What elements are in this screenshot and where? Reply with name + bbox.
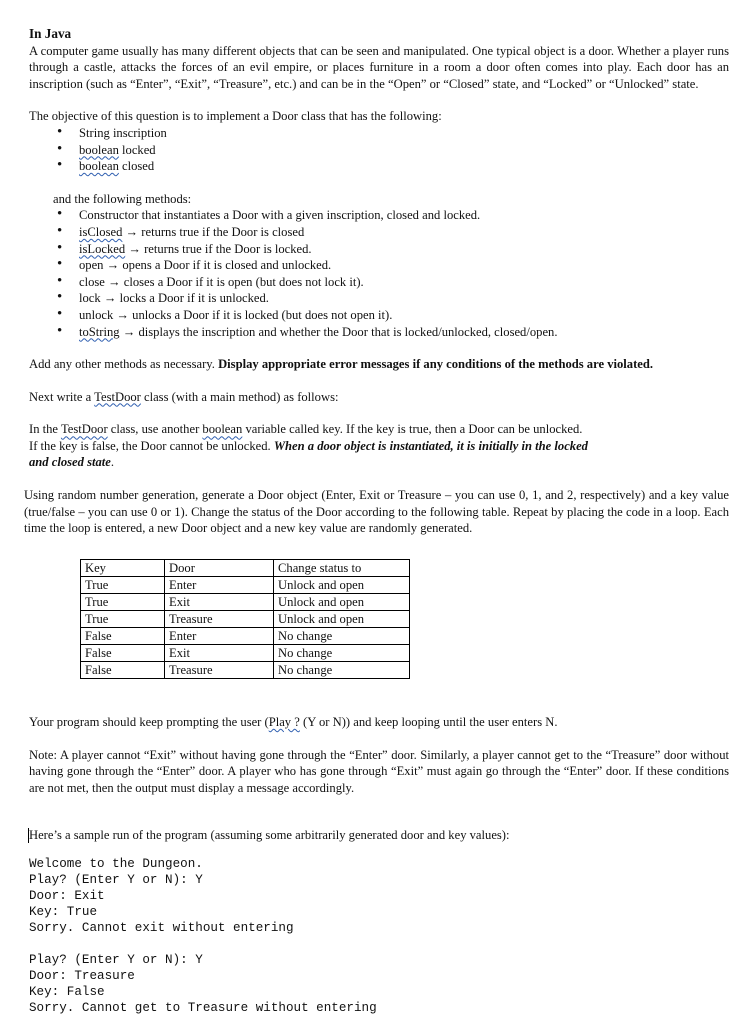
item-text: open → opens a Door if it is closed and unlocked. bbox=[79, 258, 332, 273]
item-text: String inscription bbox=[79, 125, 167, 140]
add-methods-paragraph bbox=[29, 356, 729, 373]
sample-run-line bbox=[29, 936, 729, 952]
key-testdoor-word: TestDoor bbox=[60, 422, 108, 437]
prompt-text-pre: Your program should keep prompting the user ( bbox=[29, 715, 269, 729]
table-cell: Enter bbox=[165, 576, 274, 593]
table-cell: No change bbox=[274, 627, 410, 644]
methods-intro: and the following methods: bbox=[53, 191, 192, 206]
method-list-item bbox=[29, 324, 729, 341]
key-text-end: . bbox=[110, 455, 115, 470]
add-methods-text: Add any other methods as necessary. bbox=[29, 357, 215, 372]
table-cell: True bbox=[81, 610, 165, 627]
key-text-1: In the bbox=[29, 422, 61, 437]
table-cell: Treasure bbox=[165, 610, 274, 627]
sample-run-line: Play? (Enter Y or N): Y bbox=[29, 872, 203, 887]
table-row bbox=[81, 593, 410, 610]
method-list-item bbox=[29, 224, 729, 241]
item-text: unlock → unlocks a Door if it is locked (but does not open it). bbox=[79, 307, 393, 322]
table-row bbox=[81, 661, 410, 678]
squiggled-word: isLocked bbox=[79, 241, 126, 256]
page-title: In Java bbox=[29, 26, 72, 41]
text-cursor bbox=[28, 828, 29, 843]
objective-paragraph: The objective of this question is to implement a Door class that has the following: bbox=[29, 109, 442, 124]
note-paragraph: Note: A player cannot “Exit” without having gone through the “Enter” door. Similarly, a player cannot get to the “Treasure” door without having gone through the “Enter” door. A player who has gone through “Exit” must again go through the “Enter” door. If these conditions are not met, then the output must display a message accordingly. bbox=[29, 747, 729, 795]
item-text: Constructor that instantiates a Door with a given inscription, closed and locked. bbox=[79, 208, 481, 223]
key-boolean-word: boolean bbox=[202, 422, 243, 437]
key-text-2: class, use another bbox=[107, 422, 203, 437]
field-list-item bbox=[29, 125, 729, 142]
document-body bbox=[24, 26, 729, 679]
squiggled-word: boolean bbox=[79, 142, 119, 157]
table-cell: No change bbox=[274, 661, 410, 678]
sample-run-line: Sorry. Cannot exit without entering bbox=[29, 920, 294, 935]
testdoor-classname: TestDoor bbox=[94, 389, 141, 404]
sample-intro: Here’s a sample run of the program (assuming some arbitrarily generated door and key values): bbox=[29, 828, 510, 843]
item-text: → displays the inscription and whether the Door that is locked/unlocked, closed/open. bbox=[119, 324, 558, 339]
sample-run-line: Door: Exit bbox=[29, 888, 105, 903]
table-row bbox=[81, 610, 410, 627]
key-initial-state: When a door object is instantiated, it is initially in the locked and closed state bbox=[29, 438, 588, 470]
random-generation-paragraph: Using random number generation, generate a Door object (Enter, Exit or Treasure – you can use 0, 1, and 2, respectively) and a key value (true/false – you can use 0 or 1). Change the status of the Door according to the following table. Repeat by placing the code in a loop. Each time the loop is entered, a new Door object and a new key value are randomly generated. bbox=[24, 488, 729, 536]
testdoor-paragraph bbox=[29, 389, 729, 406]
method-list-item bbox=[29, 290, 729, 307]
header-change-status: Change status to bbox=[274, 559, 410, 576]
method-list-item bbox=[29, 207, 729, 224]
key-text-3: variable called key. If the key is true, then a Door can be unlocked. If the key is false, the Door cannot be unlocked. bbox=[29, 422, 583, 453]
method-list-item bbox=[29, 307, 729, 324]
field-list-item bbox=[29, 158, 729, 175]
testdoor-text-post: class (with a main method) as follows: bbox=[140, 389, 339, 404]
table-cell: Unlock and open bbox=[274, 610, 410, 627]
testdoor-text-pre: Next write a bbox=[29, 389, 95, 404]
key-paragraph bbox=[29, 421, 589, 471]
item-text: → returns true if the Door is closed bbox=[122, 224, 305, 239]
table-row bbox=[81, 627, 410, 644]
table-cell: Enter bbox=[165, 627, 274, 644]
fields-list bbox=[29, 125, 729, 175]
table-cell: Unlock and open bbox=[274, 576, 410, 593]
table-cell: No change bbox=[274, 644, 410, 661]
table-cell: Exit bbox=[165, 593, 274, 610]
table-cell: False bbox=[81, 627, 165, 644]
sample-run-line: Key: False bbox=[29, 984, 105, 999]
table-cell: True bbox=[81, 576, 165, 593]
table-cell: False bbox=[81, 661, 165, 678]
item-text: locked bbox=[118, 142, 156, 157]
table-cell: Unlock and open bbox=[274, 593, 410, 610]
sample-run-line: Welcome to the Dungeon. bbox=[29, 856, 203, 871]
table-cell: Exit bbox=[165, 644, 274, 661]
sample-run-line: Key: True bbox=[29, 904, 98, 919]
squiggled-word: toString bbox=[79, 324, 120, 339]
intro-paragraph: A computer game usually has many different objects that can be seen and manipulated. One typical object is a door. Whether a player runs through a castle, attacks the forces of an evil empire, or places furniture in a room a door often comes into play. Each door has an inscription (such as “Enter”, “Exit”, “Treasure”, etc.) and can be in the “Open” or “Closed” state, and “Locked” or “Unlocked” state. bbox=[29, 43, 729, 91]
table-header-row bbox=[81, 559, 410, 576]
table-cell: Treasure bbox=[165, 661, 274, 678]
item-text: closed bbox=[118, 159, 155, 174]
table-cell: True bbox=[81, 593, 165, 610]
method-list-item bbox=[29, 241, 729, 258]
prompt-paragraph bbox=[29, 714, 729, 731]
error-messages-requirement: Display appropriate error messages if any conditions of the methods are violated. bbox=[214, 357, 654, 372]
lower-section bbox=[29, 714, 729, 1016]
item-text: close → closes a Door if it is open (but does not lock it). bbox=[79, 274, 364, 289]
header-key: Key bbox=[81, 559, 165, 576]
prompt-text-post: (Y or N)) and keep looping until the user enters N. bbox=[299, 715, 558, 729]
table-cell: False bbox=[81, 644, 165, 661]
sample-run-line: Play? (Enter Y or N): Y bbox=[29, 952, 203, 967]
prompt-play-word: Play ? bbox=[268, 715, 300, 729]
sample-run-line: Sorry. Cannot get to Treasure without entering bbox=[29, 1000, 377, 1015]
table-row bbox=[81, 644, 410, 661]
sample-run-line: Door: Treasure bbox=[29, 968, 135, 983]
method-list-item bbox=[29, 257, 729, 274]
sample-run-output bbox=[29, 856, 729, 1016]
item-text: lock → locks a Door if it is unlocked. bbox=[79, 291, 269, 306]
squiggled-word: boolean bbox=[79, 159, 119, 174]
squiggled-word: isClosed bbox=[79, 224, 123, 239]
item-text: → returns true if the Door is locked. bbox=[125, 241, 312, 256]
method-list-item bbox=[29, 274, 729, 291]
methods-list bbox=[29, 207, 729, 340]
field-list-item bbox=[29, 142, 729, 159]
header-door: Door bbox=[165, 559, 274, 576]
table-row bbox=[81, 576, 410, 593]
status-table bbox=[80, 559, 410, 679]
